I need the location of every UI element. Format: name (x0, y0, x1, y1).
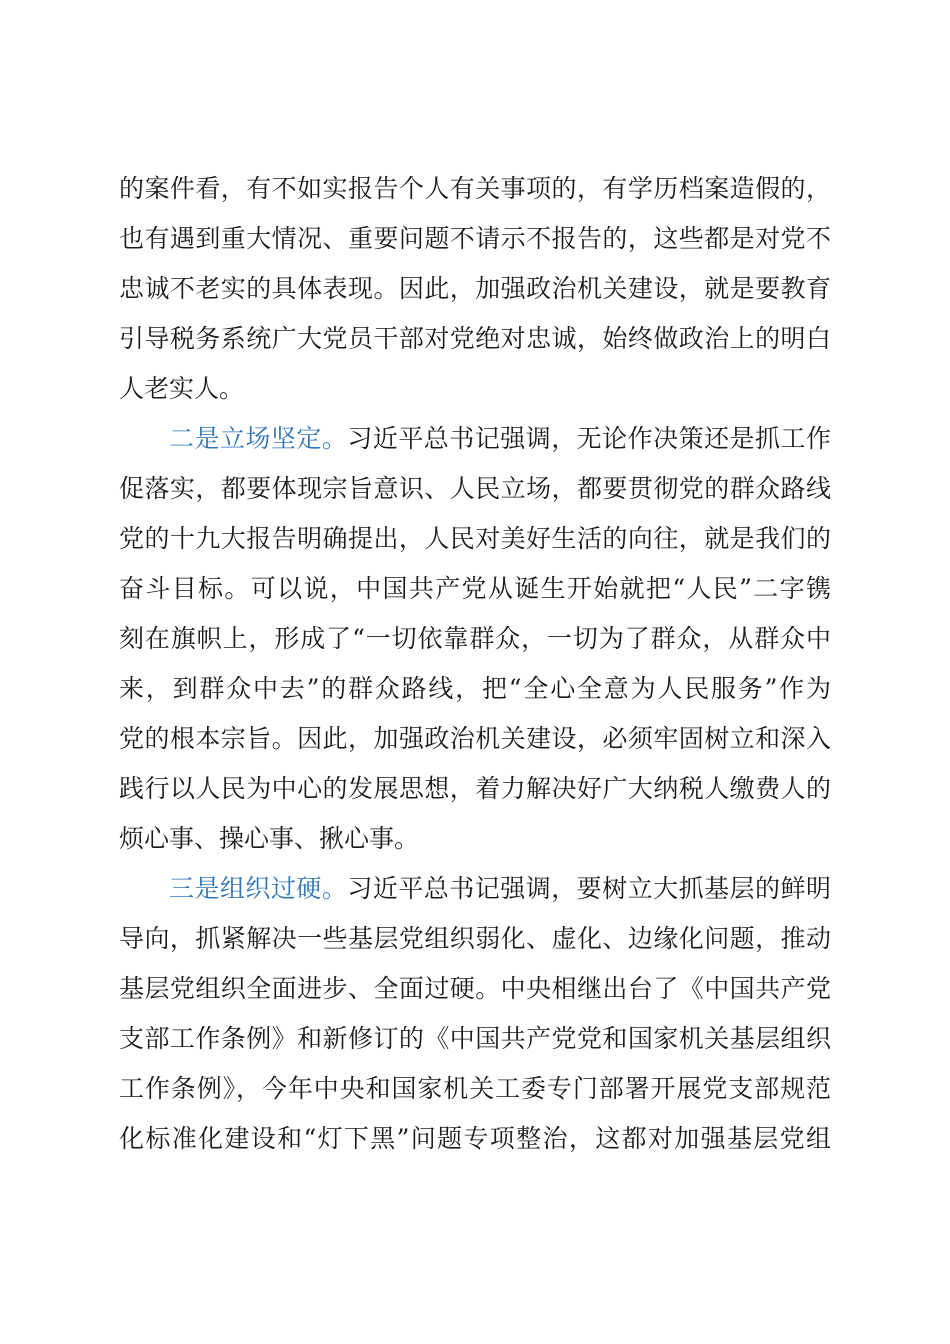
paragraph-line: 忠诚不老实的具体表现。因此，加强政治机关建设，就是要教育 (119, 274, 831, 303)
paragraph-2 (119, 414, 831, 864)
paragraph-line: 基层党组织全面进步、全面过硬。中央相继出台了《中国共产党 (119, 974, 831, 1003)
section-heading: 三是组织过硬。 (169, 874, 348, 903)
paragraph-line: 人老实人。 (119, 374, 245, 403)
paragraph-line: 引导税务系统广大党员干部对党绝对忠诚，始终做政治上的明白 (119, 324, 831, 353)
section-heading: 二是立场坚定。 (169, 424, 348, 453)
paragraph-line: 党的根本宗旨。因此，加强政治机关建设，必须牢固树立和深入 (119, 724, 831, 753)
paragraph-first-line (119, 414, 831, 464)
paragraph-line: 导向，抓紧解决一些基层党组织弱化、虚化、边缘化问题，推动 (119, 924, 831, 953)
paragraph-line: 工作条例》，今年中央和国家机关工委专门部署开展党支部规范 (119, 1074, 831, 1103)
paragraph-line: 践行以人民为中心的发展思想，着力解决好广大纳税人缴费人的 (119, 774, 831, 803)
paragraph-line: 烦心事、操心事、揪心事。 (119, 824, 420, 853)
paragraph-line: 促落实，都要体现宗旨意识、人民立场，都要贯彻党的群众路线 (119, 474, 831, 503)
paragraph-first-line (119, 864, 831, 914)
paragraph-text: 习近平总书记强调，要树立大抓基层的鲜明 (347, 874, 831, 903)
paragraph-line: 奋斗目标。可以说，中国共产党从诞生开始就把“人民”二字镌 (119, 574, 831, 603)
paragraph-line: 的案件看，有不如实报告个人有关事项的，有学历档案造假的， (119, 174, 831, 203)
paragraph-line: 支部工作条例》和新修订的《中国共产党党和国家机关基层组织 (119, 1024, 831, 1053)
paragraph-3 (119, 864, 831, 1164)
paragraph-line: 也有遇到重大情况、重要问题不请示不报告的，这些都是对党不 (119, 224, 831, 253)
paragraph-text: 习近平总书记强调，无论作决策还是抓工作 (347, 424, 831, 453)
paragraph-line: 刻在旗帜上，形成了“一切依靠群众，一切为了群众，从群众中 (119, 624, 831, 653)
paragraph-1 (119, 164, 831, 414)
paragraph-line: 党的十九大报告明确提出，人民对美好生活的向往，就是我们的 (119, 524, 831, 553)
paragraph-line: 化标准化建设和“灯下黑”问题专项整治，这都对加强基层党组 (119, 1124, 831, 1153)
paragraph-line: 来，到群众中去”的群众路线，把“全心全意为人民服务”作为 (119, 674, 831, 703)
